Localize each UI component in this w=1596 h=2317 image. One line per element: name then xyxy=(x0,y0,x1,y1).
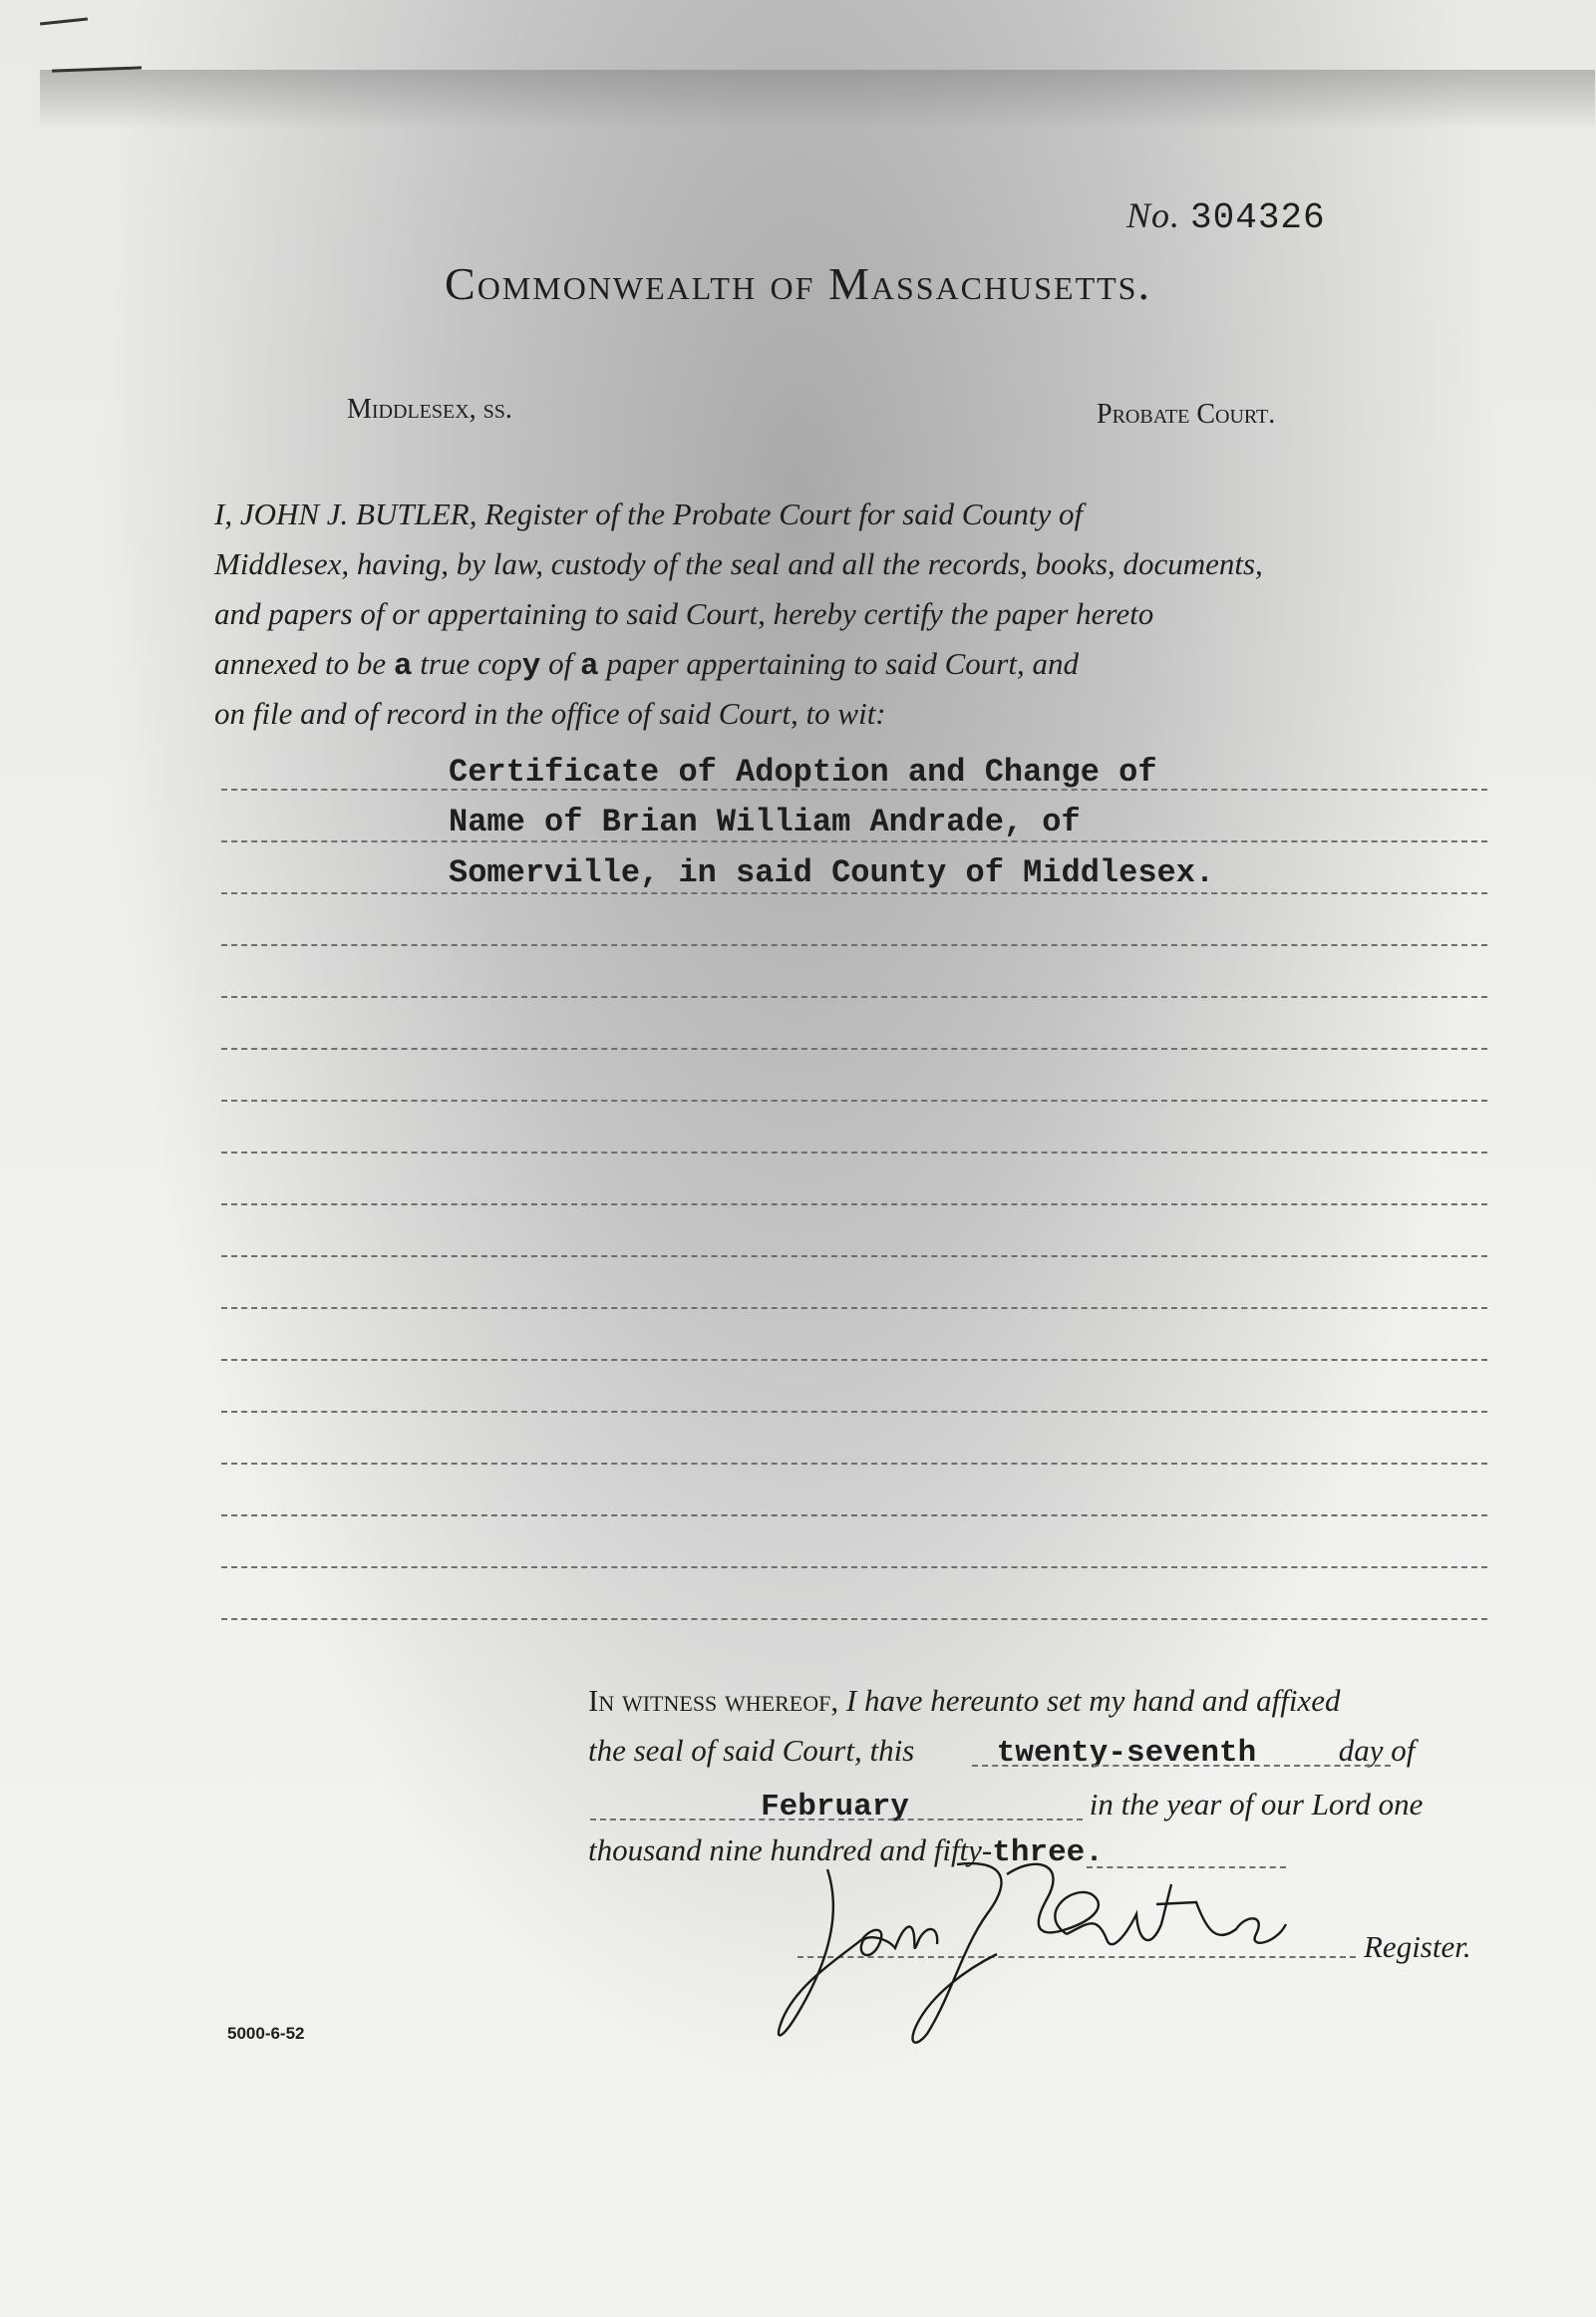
signature xyxy=(768,1844,1336,2054)
ruled-line xyxy=(221,789,1487,791)
certification-line-4 xyxy=(214,646,1485,684)
month-underline xyxy=(590,1819,1083,1820)
ruled-line xyxy=(221,840,1487,842)
ruled-line xyxy=(221,1514,1487,1516)
court-label: Probate Court. xyxy=(1097,399,1276,430)
register-title: Register. xyxy=(1364,1929,1471,1964)
certification-line-2: Middlesex, having, by law, custody of the seal and all the records, books, documents, xyxy=(214,546,1263,581)
ruled-line xyxy=(221,1359,1487,1361)
witness-text: I have hereunto set my hand and affixed xyxy=(838,1683,1341,1718)
ruled-line xyxy=(221,892,1487,894)
document-number-value: 304326 xyxy=(1190,197,1326,238)
cert-text: true cop xyxy=(412,646,522,681)
scan-shadow xyxy=(40,70,1595,130)
form-number: 5000-6-52 xyxy=(227,2024,305,2043)
document-number xyxy=(1126,194,1326,238)
cert-text: of xyxy=(540,646,580,681)
ruled-line xyxy=(221,1566,1487,1568)
cert-fill-suffix: y xyxy=(521,649,541,684)
ruled-line xyxy=(221,1411,1487,1413)
witness-text: the seal of said Court, this xyxy=(588,1733,915,1768)
ruled-line xyxy=(221,996,1487,998)
ruled-line xyxy=(221,1618,1487,1620)
ruled-line xyxy=(221,1100,1487,1102)
ruled-line xyxy=(221,1048,1487,1050)
cert-fill-article: a xyxy=(393,649,413,684)
witness-lead: In witness whereof, xyxy=(588,1683,839,1718)
witness-day: twenty-seventh xyxy=(996,1736,1257,1771)
ruled-line xyxy=(221,1255,1487,1257)
witness-text: thousand nine hundred and fifty- xyxy=(588,1832,993,1867)
page-title: Commonwealth of Massachusetts. xyxy=(445,258,1151,309)
cert-text: paper appertaining to said Court, and xyxy=(598,646,1079,681)
day-underline xyxy=(972,1765,1391,1767)
cert-fill-article-2: a xyxy=(579,649,599,684)
cert-text: annexed to be xyxy=(214,646,394,681)
certification-line-1: I, JOHN J. BUTLER, Register of the Probate Court for said County of xyxy=(214,496,1084,531)
witness-text: day of xyxy=(1338,1733,1416,1768)
county-label: Middlesex, ss. xyxy=(347,394,512,425)
typed-entry-line-3: Somerville, in said County of Middlesex. xyxy=(449,854,1215,891)
ruled-line xyxy=(221,1463,1487,1465)
certification-line-3: and papers of or appertaining to said Court, hereby certify the paper hereto xyxy=(214,596,1154,631)
witness-line-1 xyxy=(588,1683,1490,1719)
document-number-label: No. xyxy=(1126,195,1181,235)
certification-line-5: on file and of record in the office of said Court, to wit: xyxy=(214,696,886,731)
ruled-line xyxy=(221,1152,1487,1154)
typed-entry-line-1: Certificate of Adoption and Change of xyxy=(449,754,1157,791)
ruled-line xyxy=(221,944,1487,946)
ruled-line xyxy=(221,1203,1487,1205)
typed-entry-line-2: Name of Brian William Andrade, of xyxy=(449,804,1081,840)
witness-text: in the year of our Lord one xyxy=(1089,1787,1424,1821)
witness-month: February xyxy=(761,1790,909,1824)
witness-year: three. xyxy=(992,1835,1104,1870)
margin-mark xyxy=(40,17,88,25)
ruled-line xyxy=(221,1307,1487,1309)
